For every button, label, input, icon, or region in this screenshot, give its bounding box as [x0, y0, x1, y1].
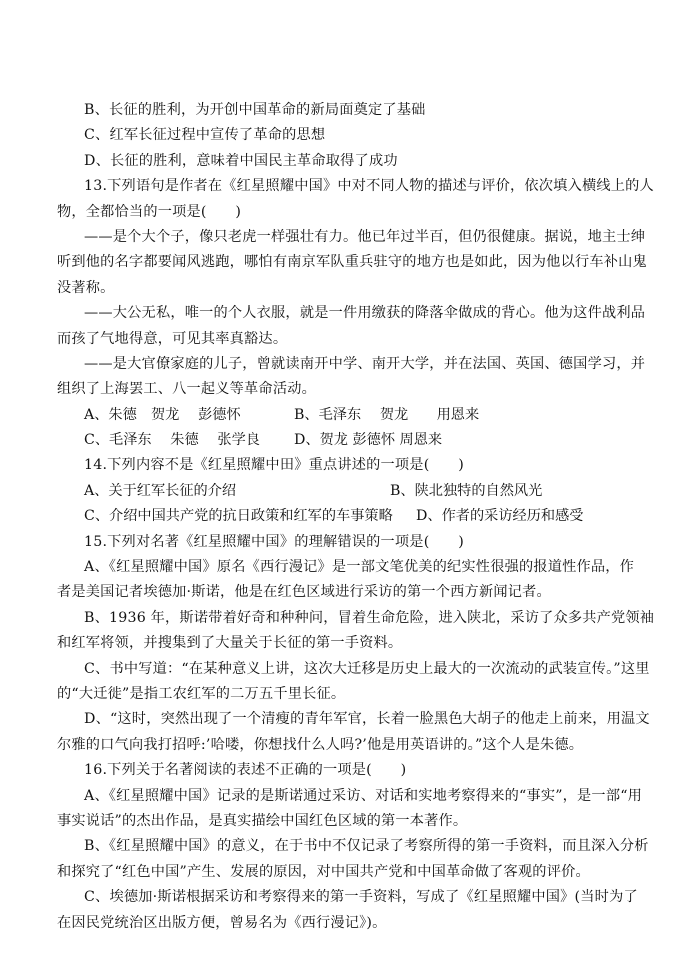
q15-option-c-cont: 的“大迁徙”是指工农红军的二万五千里长征。: [57, 685, 346, 702]
q13-passage-2: ——大公无私，唯一的个人衣服，就是一件用缴获的降落伞做成的背心。他为这件战利品: [84, 305, 646, 322]
q14-option-d: D、作者的采访经历和感受: [416, 508, 584, 525]
q13-passage-1-end: 没著称。: [57, 279, 115, 296]
q15-option-b-cont: 和红军将领，并搜集到了大量关于长征的第一手资料。: [57, 635, 403, 652]
q16-stem: 16.下列关于名著阅读的表述不正确的一项是( ): [84, 762, 407, 779]
q12-option-c: C、红军长征过程中宣传了革命的思想: [84, 127, 326, 144]
q14-option-c: C、介绍中国共产党的抗日政策和红军的车事策略: [84, 508, 393, 525]
q13-options-row-2: [0, 428, 688, 453]
q13-stem: 13.下列语句是作者在《红星照耀中国》中对不同人物的描述与评价，依次填入横线上的人: [84, 178, 654, 195]
q15-option-c: C、书中写道：“在某种意义上讲，这次大迁移是历史上最大的一次流动的武装宣传。”这里: [84, 660, 650, 677]
q13-passage-3-cont: 组织了上海罢工、八一起义等革命活动。: [57, 381, 316, 398]
q16-option-c-cont: 在因民党统治区出版方便，曾易名为《西行漫记》)。: [57, 914, 387, 931]
q16-option-a: A、《红星照耀中国》记录的是斯诺通过采访、对话和实地考察得来的“事实”，是一部“用: [84, 787, 643, 804]
q13-passage-1-cont: 听到他的名字都要闻风逃跑，哪怕有南京军队重兵驻守的地方也是如此，因为他以行车补山鬼: [57, 254, 647, 271]
q15-stem: 15.下列对名著《红星照耀中国》的理解错误的一项是( ): [84, 533, 464, 550]
q16-option-b: B、《红星照耀中国》的意义，在于书中不仅记录了考察所得的第一手资料，而且深入分析: [84, 838, 649, 855]
q15-option-d-cont: 尔雅的口气向我打招呼:’哈喽，你想找什么人吗?’他是用英语讲的。”这个人是朱德。: [57, 736, 584, 753]
q13-option-b: B、毛泽东 贺龙 用恩来: [294, 406, 480, 423]
q12-option-b: B、长征的胜利，为开创中国革命的新局面奠定了基础: [84, 102, 426, 118]
q14-options-row-1: [0, 479, 688, 504]
q15-option-d: D、“这时，突然出现了一个清瘦的青年军官，长着一脸黑色大胡子的他走上前来，用温文: [84, 711, 650, 728]
q13-option-a: A、朱德 贺龙 彭德怀: [84, 406, 241, 423]
q12-option-d: D、长征的胜利，意味着中国民主革命取得了成功: [84, 152, 398, 169]
q16-option-b-cont: 和探究了“红色中国”产生、发展的原因，对中国共产党和中国革命做了客观的评价。: [57, 863, 590, 880]
q13-option-d: D、贺龙 彭德怀 周恩来: [294, 432, 443, 449]
q14-option-b: B、陕北独特的自然风光: [390, 482, 543, 499]
document-page: [0, 98, 688, 936]
q14-option-a: A、关于红军长征的介绍: [84, 482, 237, 499]
q13-passage-3: ——是大官僚家庭的儿子，曾就读南开中学、南开大学，并在法国、英国、德国学习，并: [84, 355, 646, 372]
q15-option-b: B、1936 年，斯诺带着好奇和种种问，冒着生命危险，进入陕北，采访了众多共产党领袖: [84, 609, 655, 626]
q13-option-c: C、毛泽东 朱德 张学良: [84, 432, 260, 449]
q13-passage-1: ——是个大个子，像只老虎一样强壮有力。他已年过半百，但仍很健康。据说，地主士绅: [84, 228, 646, 245]
q13-options-row-1: [0, 403, 688, 428]
q14-stem: 14.下列内容不是《红星照耀中田》重点讲述的一项是( ): [84, 457, 464, 474]
q15-option-a: A、《红星照耀中国》原名《西行漫记》是一部文笔优美的纪实性很强的报道性作品，作: [84, 559, 635, 576]
q16-option-c: C、埃德加·斯诺根据采访和考察得来的第一手资料，写成了《红星照耀中国》(当时为了: [84, 889, 638, 906]
q15-option-a-cont: 者是美国记者埃德加·斯诺，他是在红色区域进行采访的第一个西方新闻记者。: [57, 584, 551, 601]
q13-stem-cont: 物，全都恰当的一项是( ): [57, 203, 242, 220]
q16-option-a-cont: 事实说话”的杰出作品，是真实描绘中国红色区域的第一本著作。: [57, 812, 468, 829]
q14-options-row-2: [0, 504, 688, 529]
q13-passage-2-cont: 而孩了气地得意，可见其率真豁达。: [57, 330, 288, 347]
